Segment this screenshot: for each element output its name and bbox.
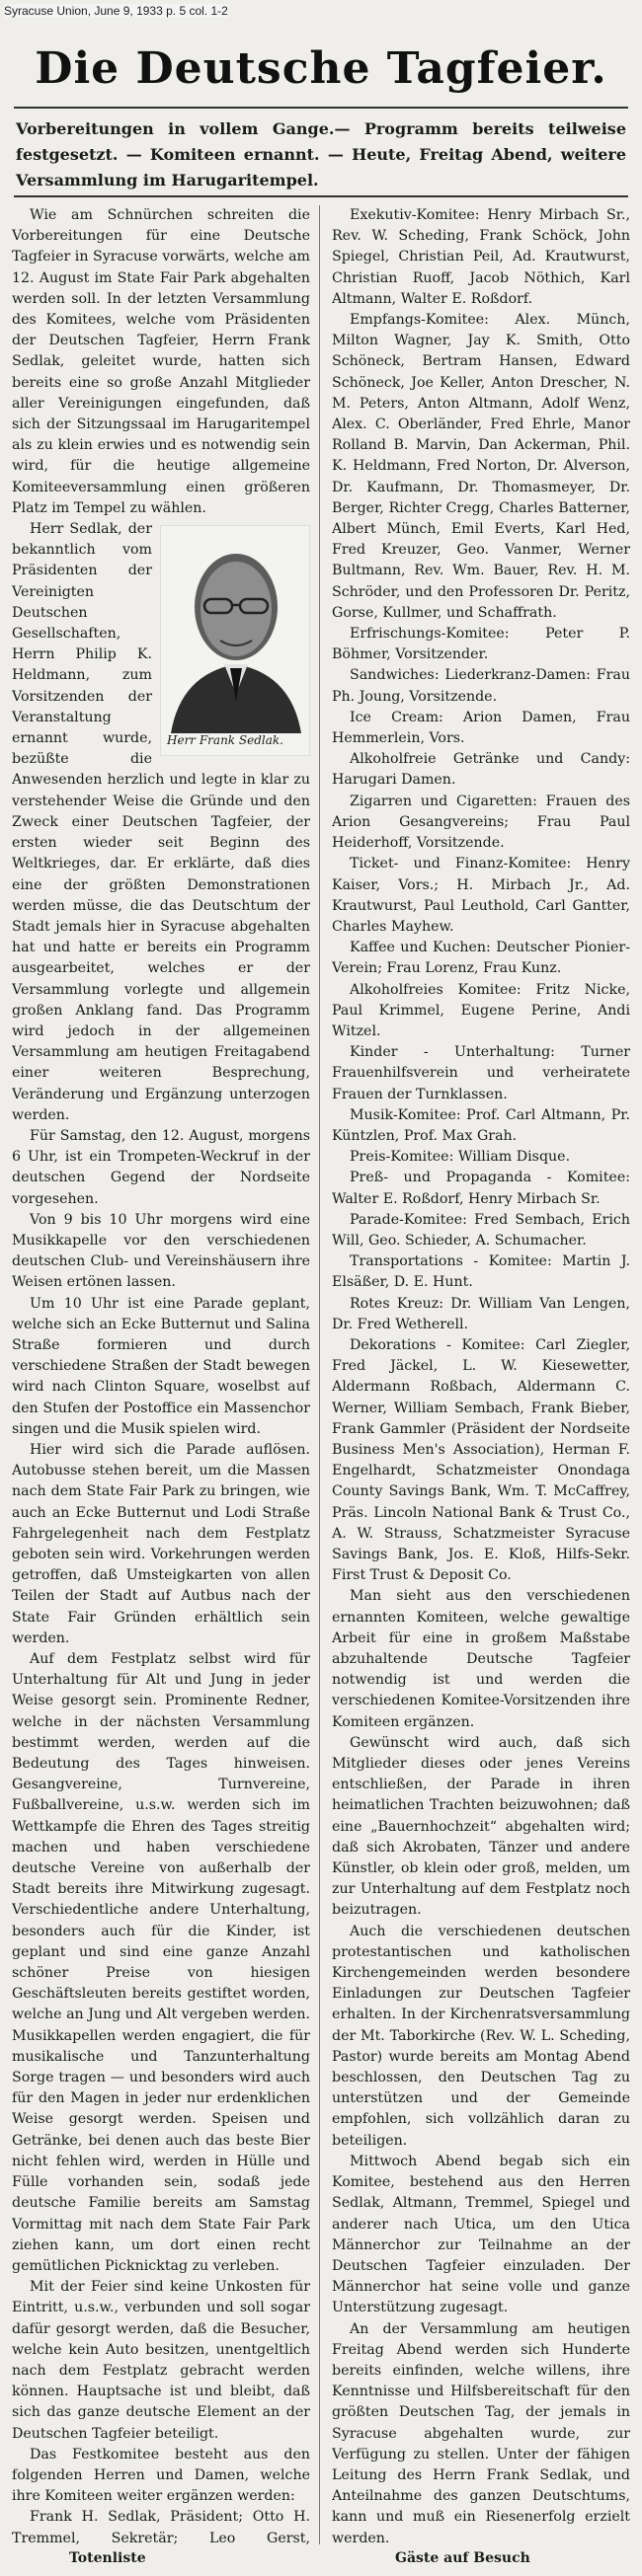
- deck-headline: Vorbereitungen in vollem Gange.— Programm bereits teilweise festgesetzt. — Komiteen ernannt. — Heute, Freitag Abend, weitere Versammlung im Harugaritempel.: [16, 119, 626, 189]
- paragraph: Empfangs-Komitee: Alex. Münch, Milton Wagner, Jay K. Smith, Otto Schöneck, Bertram Hansen, Edward Schöneck, Joe Keller, Anton Drescher, N. M. Peters, Anton Altmann, Adolf Wenz, Alex. C. Oberländer, Fred Ehrle, Manor Rolland B. Marvin, Dan Ackerman, Phil. K. Heldmann, Fred Norton, Dr. Alverson, Dr. Kaufmann, Dr. Thomasmeyer, Dr. Berger, Richter Cregg, Charles Batterner, Albert Münch, Emil Everts, Karl Hed, Fred Kreuzer, Geo. Vanmer, Werner Bultmann, Rev. Wm. Bauer, Rev. H. M. Schröder, und den Professoren Dr. Peritz, Gorse, Kullmer, und Schaffrath.: [332, 312, 630, 621]
- paragraph: Frank H. Sedlak, Präsident; Otto H. Tremmel, Sekretär; Leo Gerst,: [12, 2509, 310, 2544]
- paragraph: Das Festkomitee besteht aus den folgenden Herren und Damen, welche ihre Komiteen weiter ergänzen werden:: [12, 2446, 310, 2505]
- paragraph: Preß- und Propaganda - Komitee: Walter E. Roßdorf, Henry Mirbach Sr.: [332, 1170, 630, 1207]
- paragraph: Musik-Komitee: Prof. Carl Altmann, Pr. Küntzlen, Prof. Max Grah.: [332, 1106, 630, 1144]
- paragraph: Erfrischungs-Komitee: Peter P. Böhmer, Vorsitzender.: [332, 626, 630, 663]
- paragraph: Alkoholfreies Komitee: Fritz Nicke, Paul Krimmel, Eugene Perine, Andi Witzel.: [332, 981, 630, 1039]
- paragraph: Kinder - Unterhaltung: Turner Frauenhilfsverein und verheiratete Frauen der Turnklassen.: [332, 1044, 630, 1102]
- paragraph: Parade-Komitee: Fred Sembach, Erich Will, Geo. Schieder, A. Schumacher.: [332, 1211, 630, 1249]
- paragraph: Für Samstag, den 12. August, morgens 6 Uhr, ist ein Trompeten-Weckruf in der deutschen Gegend der Nordseite vorgesehen.: [12, 1127, 310, 1207]
- paragraph: Gewünscht wird auch, daß sich Mitglieder dieses oder jenes Vereins entschließen, der Parade in ihren heimatlichen Trachten beizuwohnen; daß eine „Bauernhochzeit“ abgehalten wird; daß sich Akrobaten, Tänzer und andere Künstler, ob klein oder groß, melden, um zur Unterhaltung auf dem Festplatz noch beizutragen.: [332, 1734, 630, 1919]
- right-column: [332, 205, 630, 2544]
- column-divider: [319, 205, 320, 2544]
- paragraph: Von 9 bis 10 Uhr morgens wird eine Musikkapelle vor den verschiedenen deutschen Club- und Vereinshäusern ihre Weisen ertönen lassen.: [12, 1211, 310, 1291]
- paragraph: Alkoholfreie Getränke und Candy: Harugari Damen.: [332, 751, 630, 789]
- rule-bottom: [14, 195, 628, 197]
- rule-top: [14, 107, 628, 109]
- paragraph: Auf dem Festplatz selbst wird für Unterhaltung für Alt und Jung in jeder Weise gesorgt sein. Prominente Redner, welche in der nächsten Versammlung bestimmt werden, werden auf die Bedeutung des Tages hinweisen. Gesangvereine, Turnvereine, Fußballvereine, u.s.w. werden sich im Wettkampfe die Ehren des Tages streitig machen und haben verschiedene deutsche Vereine von außerhalb der Stadt bereits ihre Mitwirkung zugesagt. Verschiedentliche andere Unterhaltung, besonders auch für die Kinder, ist geplant und sind eine ganze Anzahl schöner Preise von hiesigen Geschäftsleuten bereits gestiftet worden, welche an Jung und Alt vergeben werden. Musikkapellen werden engagiert, die für musikalische und Tanzunterhaltung Sorge tragen — und besonders wird auch für den Magen in jeder nur erdenklichen Weise gesorgt werden. Speisen und Getränke, bei denen auch das beste Bier nicht fehlen wird, werden in Hülle und Fülle vorhanden sein, sodaß jede deutsche Familie bereits am Samstag Vormittag mit nach dem State Fair Park ziehen kann, um dort einen recht gemütlichen Picknicktag zu verleben.: [12, 1651, 310, 2274]
- source-line: Syracuse Union, June 9, 1933 p. 5 col. 1-2: [4, 4, 228, 18]
- paragraph: An der Versammlung am heutigen Freitag Abend werden sich Hunderte bereits einfinden, welche willens, ihre Kenntnisse und Hilfsbereitschaft für den größten Deutschen Tag, der jemals in Syracuse abgehalten wurde, zur Verfügung zu stellen. Unter der fähigen Leitung des Herrn Frank Sedlak, und Anteilnahme des ganzen Deutschtums, kann und muß ein Riesenerfolg erzielt werden.: [332, 2320, 630, 2544]
- paragraph: Ice Cream: Arion Damen, Frau Hemmerlein, Vors.: [332, 709, 630, 747]
- paragraph: Transportations - Komitee: Martin J. Elsäßer, D. E. Hunt.: [332, 1253, 630, 1291]
- portrait-illustration: [161, 526, 309, 733]
- paragraph: Mit der Feier sind keine Unkosten für Eintritt, u.s.w., verbunden und soll sogar dafür gesorgt werden, daß die Besucher, welche kein Auto besitzen, unentgeltlich nach dem Festplatz gebracht werden können. Hauptsache ist und bleibt, daß sich das ganze deutsche Element an der Deutschen Tagfeier beteiligt.: [12, 2279, 310, 2442]
- paragraph: Hier wird sich die Parade auflösen. Autobusse stehen bereit, um die Massen nach dem State Fair Park zu bringen, wie auch an Ecke Butternut und Lodi Straße Fahrgelegenheit nach dem Festplatz geboten sein wird. Vorkehrungen werden getroffen, daß Umsteigkarten von allen Teilen der Stadt auf Autbus nach der State Fair Gründen erhältlich sein werden.: [12, 1441, 310, 1646]
- portrait-image: [160, 525, 310, 756]
- paragraph: Exekutiv-Komitee: Henry Mirbach Sr., Rev. W. Scheding, Frank Schöck, John Spiegel, Christian Peil, Ad. Krautwurst, Christian Ruoff, Jacob Nöthich, Karl Altmann, Walter E. Roßdorf.: [332, 207, 630, 307]
- paragraph: Mittwoch Abend begab sich ein Komitee, bestehend aus den Herren Sedlak, Altmann, Tremmel, Spiegel und anderer nach Utica, um den Utica Männerchor zur Teilnahme an der Deutschen Tagfeier einzuladen. Der Männerchor hat seine volle und ganze Unterstützung zugesagt.: [332, 2153, 630, 2316]
- paragraph: Herr Sedlak, der bekanntlich vom Präsidenten der Vereinigten Deutschen Gesellschaften, Herrn Philip K. Heldmann, zum Vorsitzenden der Veranstaltung ernannt wurde, bezüßte die Anwesenden herzlich und legte in klar zu verstehender Weise die Gründe und den Zweck einer Deutschen Tagfeier, der ersten wieder seit Beginn des Weltkrieges, dar. Er erklärte, daß dies eine der größten Demonstrationen werden müsse, die das Deutschtum der Stadt jemals hier in Syracuse abgehalten hat und hatte er bereits ein Programm ausgearbeitet, welches er der Versammlung vorlegte und allgemein großen Anklang fand. Das Programm wird jedoch in der allgemeinen Versammlung am heutigen Freitagabend einer weiteren Besprechung, Veränderung und Ergänzung unterzogen werden.: [12, 521, 310, 1123]
- portrait-caption: Herr Frank Sedlak.: [167, 732, 283, 747]
- footer-heading-left: Totenliste: [69, 2550, 146, 2566]
- paragraph: Dekorations - Komitee: Carl Ziegler, Fred Jäckel, L. W. Kiesewetter, Aldermann Roßbach, Aldermann C. Werner, William Sembach, Frank Bieber, Frank Gammler (Präsident der Nordseite Business Men's Association), Herman F. Engelhardt, Schatzmeister Onondaga County Savings Bank, Wm. T. McCaffrey, Präs. Lincoln National Bank & Trust Co., A. W. Strauss, Schatzmeister Syracuse Savings Bank, Jos. E. Kloß, Hilfs-Sekr. First Trust & Deposit Co.: [332, 1336, 630, 1584]
- left-column: [12, 205, 310, 2544]
- paragraph: Kaffee und Kuchen: Deutscher Pionier-Verein; Frau Lorenz, Frau Kunz.: [332, 940, 630, 977]
- paragraph: Zigarren und Cigaretten: Frauen des Arion Gesangvereins; Frau Paul Heiderhoff, Vorsitzende.: [332, 793, 630, 852]
- paragraph: Ticket- und Finanz-Komitee: Henry Kaiser, Vors.; H. Mirbach Jr., Ad. Krautwurst, Paul Leuthold, Carl Gantter, Charles Mayhew.: [332, 856, 630, 935]
- paragraph: Um 10 Uhr ist eine Parade geplant, welche sich an Ecke Butternut und Salina Straße formieren und durch verschiedene Straßen der Stadt bewegen wird nach Clinton Square, woselbst auf den Stufen der Postoffice ein Massenchor singen und die Musik spielen wird.: [12, 1295, 310, 1437]
- paragraph: Auch die verschiedenen deutschen protestantischen und katholischen Kirchengemeinden werden besondere Einladungen zur Deutschen Tagfeier erhalten. In der Kirchenratsversammlung der Mt. Taborkirche (Rev. W. L. Scheding, Pastor) wurde bereits am Montag Abend beschlossen, den Deutschen Tag zu unterstützen und der Gemeinde empfohlen, sich vollzählich daran zu beteiligen.: [332, 1923, 630, 2149]
- paragraph: Wie am Schnürchen schreiten die Vorbereitungen für eine Deutsche Tagfeier in Syracuse vorwärts, welche am 12. August im State Fair Park abgehalten werden soll. In der letzten Versammlung des Komitees, welche vom Präsidenten der Deutschen Tagfeier, Herrn Frank Sedlak, geleitet wurde, hatten sich bereits eine so große Anzahl Mitglieder aller Vereinigungen eingefunden, daß sich der Sitzungssaal im Harugaritempel als zu klein erwies und es notwendig sein wird, für die heutige allgemeine Komiteeversammlung einen größeren Platz im Tempel zu wählen.: [12, 207, 310, 516]
- paragraph: Preis-Komitee: William Disque.: [350, 1149, 571, 1166]
- paragraph: Sandwiches: Liederkranz-Damen: Frau Ph. Joung, Vorsitzende.: [332, 667, 630, 705]
- masthead: Die Deutsche Tagfeier.: [35, 43, 607, 94]
- paragraph: Man sieht aus den verschiedenen ernannten Komiteen, welche gewaltige Arbeit für eine in großem Maßstabe abzuhaltende Deutsche Tagfeier notwendig ist und werden die verschiedenen Komitee-Vorsitzenden ihre Komiteen ergänzen.: [332, 1588, 630, 1730]
- paragraph: Rotes Kreuz: Dr. William Van Lengen, Dr. Fred Wetherell.: [332, 1295, 630, 1332]
- footer-heading-right: Gäste auf Besuch: [395, 2550, 530, 2566]
